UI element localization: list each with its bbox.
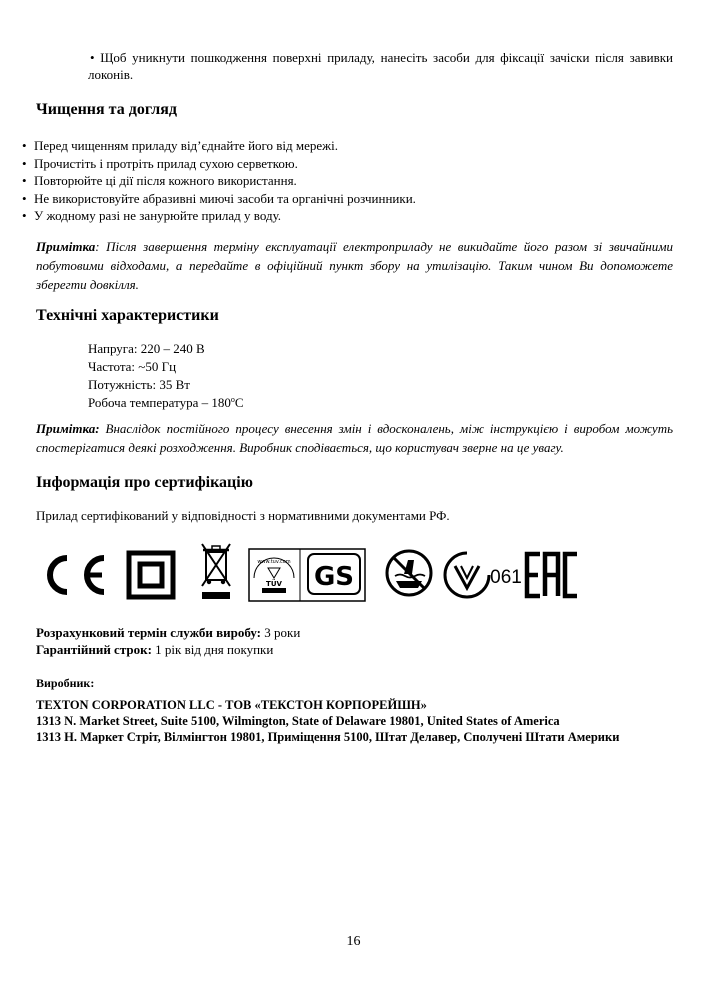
manufacturer-label: Виробник: <box>36 676 95 690</box>
list-item: • Не використовуйте абразивні миючі засоби та органічні розчинники. <box>22 190 672 208</box>
note-label: Примітка <box>36 239 96 254</box>
certification-text: Прилад сертифікований у відповідності з нормативними документами РФ. <box>36 508 450 523</box>
cleaning-list <box>22 137 672 225</box>
warranty-label: Гарантійний строк: <box>36 642 152 657</box>
page-number: 16 <box>346 934 361 949</box>
spec-power: Потужність: 35 Вт <box>88 377 190 392</box>
list-item: • Прочистіть і протріть прилад сухою серветкою. <box>22 155 672 173</box>
service-life-value: 3 роки <box>261 625 301 640</box>
ce-mark-icon <box>36 552 108 598</box>
manufacturer-address-ua: 1313 Н. Маркет Стріт, Вілмінгтон 19801, Приміщення 5100, Штат Делавер, Сполучені Штати Америки <box>36 730 620 744</box>
manufacturer-address-en: 1313 N. Market Street, Suite 5100, Wilmington, State of Delaware 19801, United States of America <box>36 714 560 728</box>
double-insulation-icon <box>126 550 176 600</box>
warranty-value: 1 рік від дня покупки <box>151 642 274 657</box>
note-text: : Після завершення терміну експлуатації електроприладу не викидайте його разом зі звичайними побутовими відходами, а передайте в офіційний пункт збору на утилізацію. Таким чином Ви допоможете зберегти довкілля. <box>36 239 673 292</box>
list-item: • Повторюйте ці дії після кожного використання. <box>22 172 672 190</box>
cleaning-heading: Чищення та догляд <box>36 101 177 118</box>
certification-logos <box>36 540 596 606</box>
spec-temperature <box>88 394 244 412</box>
ukr-conformity-icon <box>442 550 524 600</box>
note-text: Внаслідок постійного процесу внесення змін і вдосконалень, між інструкцією і виробом можуть спостерігатися деякі розходження. Виробник сподівається, що користувач зверне на це увагу. <box>36 421 673 455</box>
intro-paragraph <box>88 49 673 83</box>
note-label: Примітка: <box>36 421 100 436</box>
certification-heading: Інформація про сертифікацію <box>36 474 253 491</box>
intro-text: • Щоб уникнути пошкодження поверхні приладу, нанесіть засоби для фіксації зачіски після завивки локонів. <box>88 50 673 82</box>
tuv-site-text: www.tuv.com <box>257 559 291 565</box>
spec-temperature-text: Робоча температура – 180 <box>88 395 231 410</box>
gs-text: GS <box>313 562 355 592</box>
ukr-code-text: 061 <box>490 567 522 588</box>
list-item: • Перед чищенням приладу від’єднайте його від мережі. <box>22 137 672 155</box>
spec-temperature-unit: С <box>234 395 244 410</box>
spec-voltage: Напруга: 220 – 240 В <box>88 341 205 356</box>
spec-frequency: Частота: ~50 Гц <box>88 359 177 374</box>
degree-sup: о <box>230 395 235 404</box>
disposal-note <box>36 237 673 294</box>
tuv-gs-mark-icon <box>248 548 366 602</box>
no-immersion-icon <box>384 548 434 598</box>
list-item: • У жодному разі не занурюйте прилад у воду. <box>22 207 672 225</box>
manufacturer-name: TEXTON CORPORATION LLC - ТОВ «ТЕКСТОН КОРПОРЕЙШН» <box>36 698 427 712</box>
specs-list <box>88 340 244 412</box>
changes-note <box>36 419 673 457</box>
eac-mark-icon <box>524 550 584 600</box>
warranty <box>36 641 273 658</box>
specs-heading: Технічні характеристики <box>36 307 219 324</box>
weee-bin-icon <box>196 540 236 602</box>
service-life <box>36 624 300 641</box>
tuv-text: TÜV <box>266 580 282 588</box>
service-life-label: Розрахунковий термін служби виробу: <box>36 625 261 640</box>
